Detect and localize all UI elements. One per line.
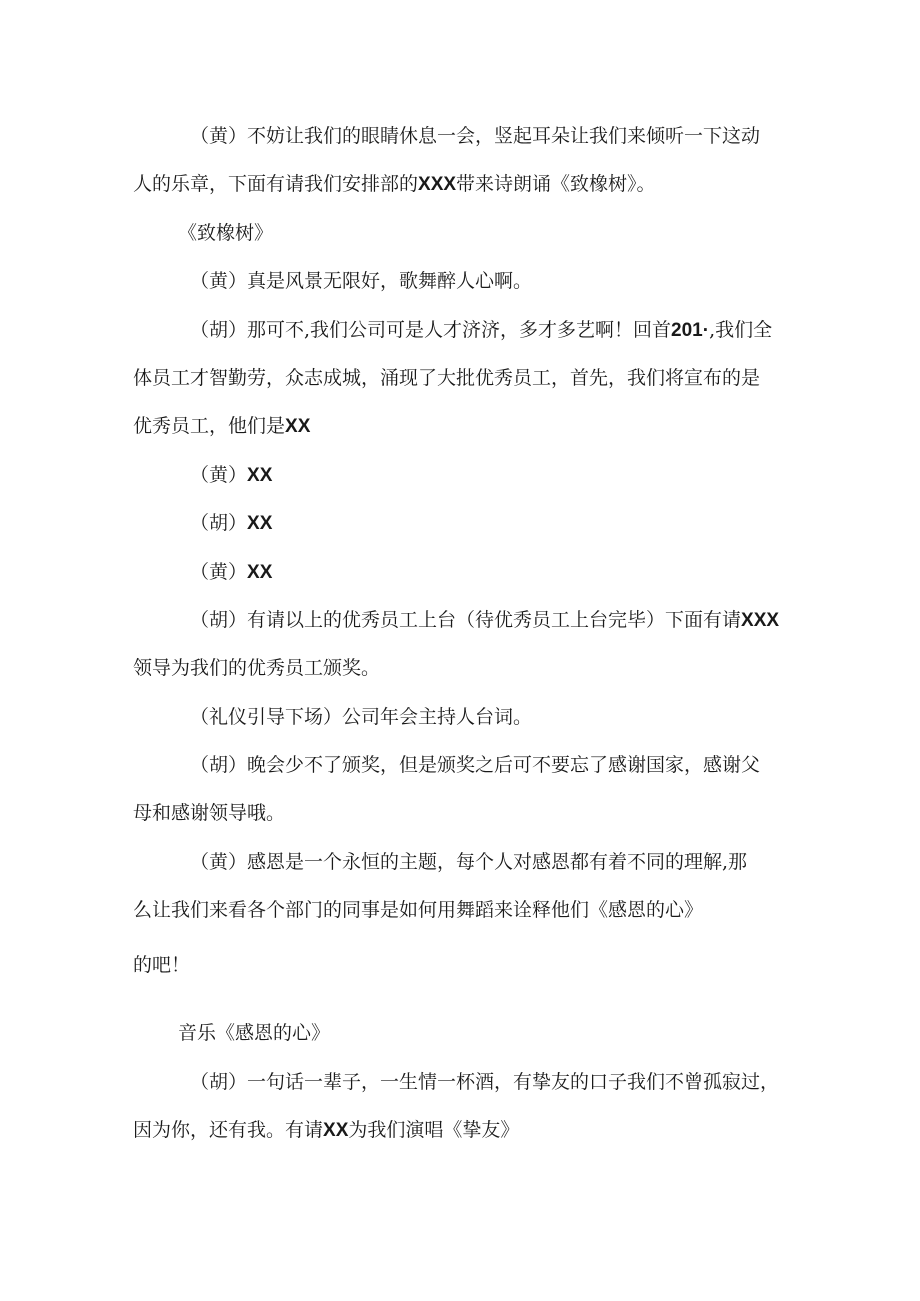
placeholder-name: XX xyxy=(285,416,311,437)
text-run: 为我们演唱《挚友》 xyxy=(348,1119,520,1141)
text-run: （胡） xyxy=(190,512,248,534)
paragraph-line xyxy=(133,366,760,390)
text-run: （礼仪引导下场）公司年会主持人台词。 xyxy=(190,706,533,728)
text-run: ,我们全 xyxy=(709,319,773,341)
text-run: 的吧！ xyxy=(133,954,191,976)
paragraph-line xyxy=(190,269,532,293)
text-run: 体员工才智勤劳，众志成城，涌现了大批优秀员工，首先，我们将宣布的是 xyxy=(133,367,761,389)
paragraph-line xyxy=(190,463,272,488)
paragraph-line xyxy=(190,608,779,633)
paragraph-line xyxy=(133,953,190,977)
text-run: 优秀员工，他们是 xyxy=(133,415,286,437)
text-run: 带来诗朗诵《致橡树》。 xyxy=(456,173,656,195)
paragraph-line xyxy=(133,656,380,680)
paragraph-line xyxy=(190,318,772,343)
text-run: （黄） xyxy=(190,561,248,583)
poem-title xyxy=(178,221,273,245)
paragraph-line xyxy=(190,705,532,729)
paragraph-line xyxy=(190,511,272,536)
text-run: （黄）感恩是一个永恒的主题，每个人对感恩都有着不同的理解,那 xyxy=(190,851,748,873)
text-run: 因为你，还有我。有请 xyxy=(133,1119,324,1141)
paragraph-line xyxy=(133,414,310,439)
text-run: （胡）晚会少不了颁奖，但是颁奖之后可不要忘了感谢国家，感谢父 xyxy=(190,754,761,776)
text-run: 人的乐章，下面有请我们安排部的 xyxy=(133,173,419,195)
placeholder-name: XX xyxy=(323,1120,349,1141)
music-title xyxy=(178,1021,330,1045)
text-run: 音乐《感恩的心》 xyxy=(178,1022,331,1044)
text-run: 领导为我们的优秀员工颁奖。 xyxy=(133,657,381,679)
text-run: 么让我们来看各个部门的同事是如何用舞蹈来诠释他们《感恩的心》 xyxy=(133,899,704,921)
paragraph-line xyxy=(133,1118,519,1143)
paragraph-line xyxy=(190,753,760,777)
text-run: （胡）那可不,我们公司可是人才济济，多才多艺啊！回首 xyxy=(190,319,672,341)
placeholder-name: XXX xyxy=(741,610,780,631)
paragraph-line xyxy=(190,560,272,585)
text-run: （胡）一句话一辈子，一生情一杯酒，有挚友的口子我们不曾孤寂过， xyxy=(190,1071,780,1093)
paragraph-line xyxy=(190,124,760,148)
placeholder-name: XX xyxy=(247,562,273,583)
placeholder-name: XX xyxy=(247,513,273,534)
paragraph-line xyxy=(133,898,703,922)
paragraph-line xyxy=(190,850,747,874)
text-run: （黄）真是风景无限好，歌舞醉人心啊。 xyxy=(190,270,533,292)
text-run: （胡）有请以上的优秀员工上台（待优秀员工上台完毕）下面有请 xyxy=(190,609,742,631)
placeholder-name: XX xyxy=(247,465,273,486)
paragraph-line xyxy=(133,801,285,825)
text-run: （黄）不妨让我们的眼睛休息一会，竖起耳朵让我们来倾听一下这动 xyxy=(190,125,761,147)
paragraph-line xyxy=(190,1070,779,1094)
year-text: 201· xyxy=(671,320,710,341)
text-run: 《致橡树》 xyxy=(178,222,274,244)
placeholder-name: XXX xyxy=(418,174,457,195)
paragraph-line xyxy=(133,172,656,197)
text-run: 母和感谢领导哦。 xyxy=(133,802,286,824)
text-run: （黄） xyxy=(190,464,248,486)
